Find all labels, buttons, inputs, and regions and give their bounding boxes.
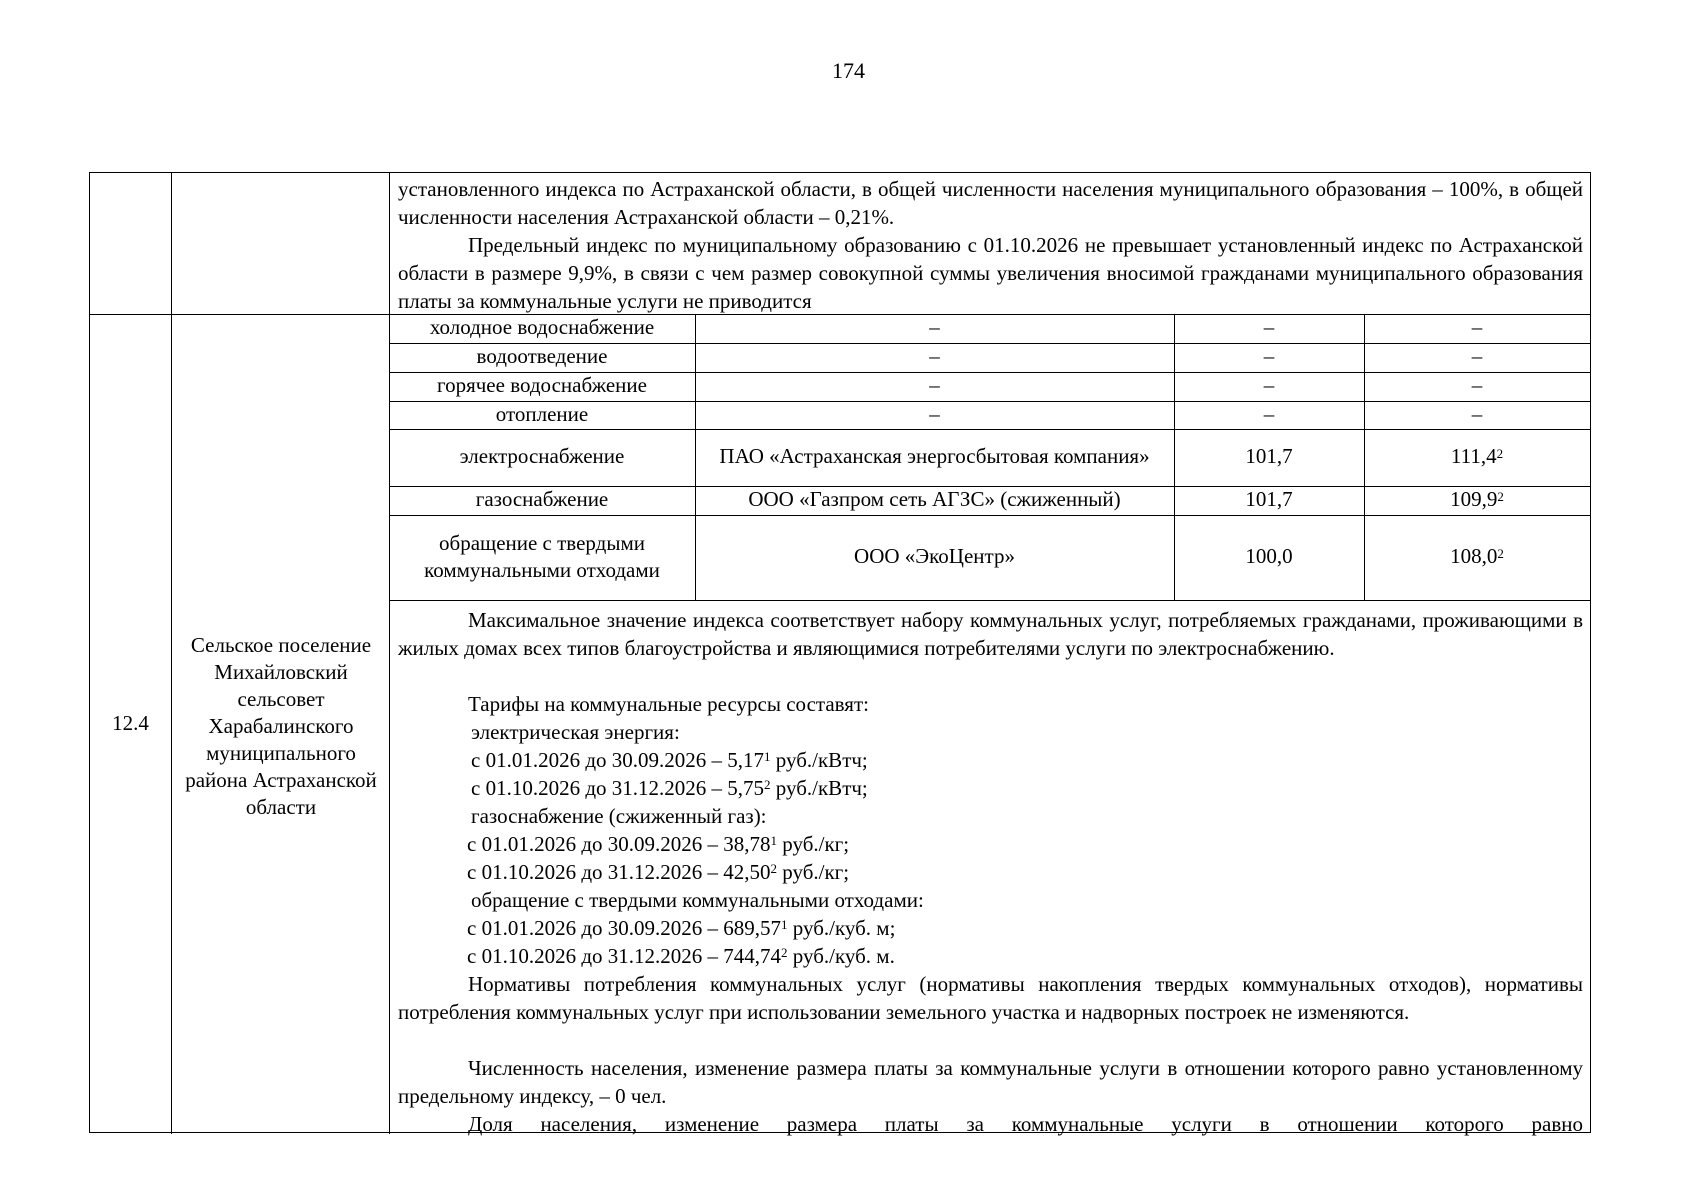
service-index-1: 100,0 (1245, 544, 1293, 568)
service-index-1: – (1263, 373, 1275, 397)
footnote-mark: 2 (1496, 446, 1504, 461)
service-provider: ООО «Газпром сеть АГЗС» (сжиженный) (748, 487, 1121, 511)
footnote-mark: 2 (770, 861, 778, 876)
service-index-2: – (1471, 315, 1483, 339)
electric-tariff-2 (471, 774, 868, 802)
footnote-mark: 1 (781, 917, 788, 932)
service-index-2 (1364, 514, 1590, 599)
tariff-text: с 01.10.2026 до 31.12.2026 – 744,74 (467, 944, 782, 968)
share-text: Доля населения, изменение размера платы за коммунальные услуги в отношении которого равно (468, 1112, 1583, 1136)
service-provider: – (929, 315, 940, 339)
service-index-2 (1364, 485, 1590, 514)
intro-paragraph-1: установленного индекса по Астраханской области, в общей численности населения муниципального образования – 100%, в общей численности населения Астраханской области – 0,21%. (398, 177, 1583, 229)
population-paragraph: Численность населения, изменение размера платы за коммунальные услуги в отношении которого равно установленному предельному индексу, – 0 чел. (398, 1056, 1583, 1108)
service-name: газоснабжение (475, 487, 609, 511)
service-name: обращение с твердыми коммунальными отходами (424, 530, 660, 582)
service-index-1: 101,7 (1245, 487, 1293, 511)
tariff-text: с 01.01.2026 до 30.09.2026 – 689,57 (467, 916, 782, 940)
service-name: холодное водоснабжение (429, 315, 655, 339)
row-border-7 (389, 600, 1590, 601)
service-index-1: 101,7 (1245, 444, 1293, 468)
tariff-unit: руб./кВтч; (770, 776, 868, 800)
gas-tariff-2 (467, 858, 849, 886)
service-index-2-value: 109,9 (1450, 487, 1498, 511)
page-number: 174 (832, 58, 865, 83)
electric-tariff-1 (471, 746, 868, 774)
tariff-unit: руб./куб. м; (787, 916, 896, 940)
footnote-mark: 2 (781, 945, 788, 960)
tariff-unit: руб./куб. м. (787, 944, 895, 968)
row-number: 12.4 (112, 710, 149, 735)
service-index-1: – (1263, 344, 1275, 368)
service-name: электроснабжение (459, 444, 625, 468)
service-provider: – (929, 373, 940, 397)
tariff-text: с 01.10.2026 до 31.12.2026 – 5,75 (471, 776, 765, 800)
footnote-mark: 1 (770, 833, 778, 848)
service-name: водоотведение (476, 344, 608, 368)
service-index-2 (1364, 428, 1590, 485)
service-name: горячее водоснабжение (437, 373, 647, 397)
max-index-paragraph: Максимальное значение индекса соответствует набору коммунальных услуг, потребляемых гражданами, проживающими в жилых домах всех типов благоустройства и являющимися потребителями услуги по электроснабжению. (398, 608, 1583, 660)
tariff-text: с 01.01.2026 до 30.09.2026 – 5,17 (471, 748, 765, 772)
service-name: отопление (495, 401, 589, 426)
tariff-unit: руб./кг; (777, 860, 850, 884)
service-provider: – (929, 344, 940, 368)
tariff-text: с 01.01.2026 до 30.09.2026 – 38,78 (467, 832, 771, 856)
tariff-text: с 01.10.2026 до 31.12.2026 – 42,50 (467, 860, 771, 884)
norms-paragraph: Нормативы потребления коммунальных услуг (нормативы накопления твердых коммунальных отходов), нормативы потребления коммунальных услуг при использовании земельного участка и надворных построек не изменяются. (398, 972, 1583, 1024)
gas-heading: газоснабжение (сжиженный газ): (471, 804, 767, 828)
waste-heading: обращение с твердыми коммунальными отходами: (471, 888, 924, 912)
tariff-unit: руб./кВтч; (770, 748, 868, 772)
tariff-unit: руб./кг; (777, 832, 850, 856)
electric-heading: электрическая энергия: (471, 720, 680, 744)
service-index-2-value: 108,0 (1450, 544, 1498, 568)
service-index-1: – (1263, 315, 1275, 339)
waste-tariff-2 (467, 942, 895, 970)
service-index-2: – (1471, 373, 1483, 397)
footnote-mark: 2 (1497, 489, 1504, 504)
intro-paragraph-2: Предельный индекс по муниципальному образованию с 01.10.2026 не превышает установленный индекс по Астраханской области в размере 9,9%, в связи с чем размер совокупной суммы увеличения вносимой гражданами муниципального образования платы за коммунальные услуги не приводится (398, 233, 1583, 313)
footnote-mark: 2 (764, 777, 771, 792)
footnote-mark: 1 (764, 749, 771, 764)
waste-tariff-1 (467, 914, 895, 942)
footnote-mark: 2 (1497, 546, 1504, 561)
service-provider: ООО «ЭкоЦентр» (854, 544, 1015, 568)
share-paragraph (398, 1110, 1583, 1138)
service-index-2: – (1471, 401, 1483, 426)
service-provider: ПАО «Астраханская энергосбытовая компания» (719, 444, 1150, 468)
tariffs-heading: Тарифы на коммунальные ресурсы составят: (468, 692, 869, 716)
service-index-1: – (1263, 401, 1275, 426)
service-index-2-value: 111,4 (1450, 444, 1497, 468)
service-index-2: – (1471, 344, 1483, 368)
gas-tariff-1 (467, 830, 849, 858)
municipality-name: Сельское поселение Михайловский сельсовет Харабалинского муниципального района Астраханской области (185, 632, 377, 819)
service-provider: – (929, 401, 940, 426)
